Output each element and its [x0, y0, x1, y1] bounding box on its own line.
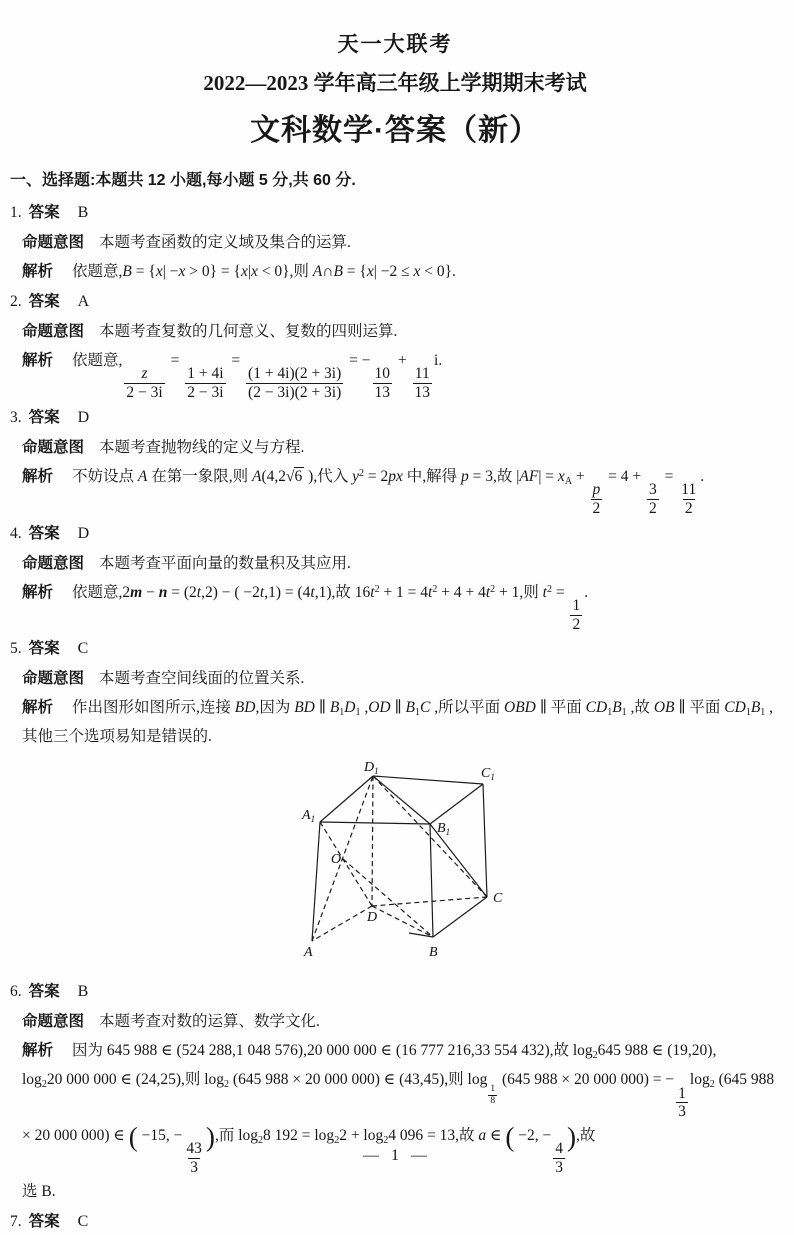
question-4 [10, 521, 780, 634]
math-text: ,故 [576, 1127, 596, 1145]
math-text: 2 [572, 615, 581, 633]
numerator [185, 365, 225, 383]
math-text: = [227, 352, 245, 369]
subscript: 2 [258, 1135, 263, 1147]
intent-line [22, 228, 780, 257]
fraction [676, 1085, 688, 1122]
math-text: − [142, 583, 159, 601]
math-text: 43 [186, 1140, 202, 1158]
figure-edge-B1-C1 [430, 784, 483, 824]
math-var: t [542, 583, 547, 601]
math-text: (645 988 × 20 000 000) = − [498, 1071, 675, 1089]
figure-edge-B1-B [430, 824, 433, 937]
math-text: i. [434, 352, 443, 369]
math-var: t [428, 583, 433, 601]
math-text: (645 988 × 20 000 000) ∈ [22, 1071, 775, 1145]
denominator [246, 383, 343, 402]
question-number: 4. [10, 524, 22, 542]
math-text: (1 + 4i)(2 + 3i) [248, 365, 342, 383]
analysis-content [72, 263, 456, 280]
math-text: ∥ [314, 699, 330, 717]
analysis-content [22, 1042, 775, 1177]
math-text: = [551, 583, 569, 601]
math-text: < 0},则 [257, 263, 313, 280]
figure-label-O: O [331, 852, 342, 868]
denominator [124, 383, 164, 402]
math-text: | − [162, 263, 179, 280]
math-text: 作出图形如图所示,连接 [72, 699, 235, 717]
numerator [413, 365, 432, 383]
intent-line [22, 433, 780, 462]
fraction [591, 481, 603, 518]
math-var: B [329, 699, 340, 717]
math-text: 2 [684, 499, 693, 517]
question-3 [10, 405, 780, 518]
math-var: x [250, 263, 258, 280]
superscript: 2 [432, 583, 438, 595]
math-text: ∩ [322, 263, 334, 280]
math-text: 1 [678, 1084, 686, 1102]
answer-letter: C [77, 1212, 89, 1230]
question-number: 3. [10, 408, 22, 426]
square-root [286, 468, 304, 485]
math-text: ∥ 平面 [535, 699, 586, 717]
answer-label: 答案 [28, 293, 60, 310]
figure-label-A: A [304, 945, 313, 961]
answer-line [10, 1209, 780, 1235]
math-text: ),代入 [304, 467, 353, 485]
figure-edge-D-A [312, 906, 372, 941]
math-text: 依题意, [72, 352, 123, 369]
subscript: 1 [607, 707, 613, 719]
fraction [413, 365, 433, 402]
analysis-label: 解析 [22, 467, 54, 485]
fraction [373, 365, 393, 402]
math-text: 20 000 000 ∈ (24,25),则 log [46, 1071, 225, 1089]
numerator [140, 365, 150, 383]
math-text: . [700, 467, 705, 485]
math-text: + [572, 467, 589, 485]
numerator [570, 597, 582, 615]
subscript: 2 [41, 1079, 47, 1091]
analysis-content [72, 467, 705, 517]
math-var: B [405, 699, 416, 717]
math-text: 4 096 = 13,故 [388, 1127, 479, 1145]
figure-label-D1: $D_1$ [364, 760, 379, 777]
analysis-content [22, 1183, 56, 1200]
intent-text: 本题考查平面向量的数量积及其应用. [99, 554, 351, 572]
math-text: −15, − [137, 1127, 183, 1145]
math-text: ,因为 [255, 699, 295, 717]
math-text: 2 − 3i [126, 383, 163, 401]
figure-container [285, 759, 505, 969]
analysis-content [72, 583, 589, 633]
math-text: | = [538, 467, 558, 485]
numerator [676, 1085, 688, 1103]
math-var: CD [724, 699, 746, 717]
math-text: = (2 [167, 583, 197, 601]
math-text: −2, − [514, 1127, 552, 1145]
figure-label-B: B [429, 945, 438, 961]
math-text: | [247, 263, 251, 280]
subscript: 1 [355, 707, 361, 719]
math-vector: n [158, 583, 168, 601]
answer-label: 答案 [28, 1212, 60, 1230]
math-var: p [461, 467, 469, 485]
math-var: C [420, 699, 431, 717]
math-text: + 1,则 [495, 583, 543, 601]
answer-line [10, 200, 780, 226]
math-text: 8 [490, 1096, 496, 1107]
math-var: OBD [504, 699, 536, 717]
math-text: 3 [555, 1159, 563, 1177]
intent-label: 命题意图 [22, 234, 85, 251]
math-text: = [660, 467, 678, 485]
analysis-line [22, 257, 780, 286]
intent-text: 本题考查空间线面的位置关系. [99, 670, 305, 688]
big-paren: ) [567, 1122, 577, 1153]
analysis-content [72, 352, 443, 401]
math-vector: m [130, 583, 143, 601]
answer-letter: D [77, 408, 90, 426]
math-text: (4,2 [261, 467, 287, 485]
analysis-label: 解析 [22, 1042, 54, 1060]
math-var: A [312, 263, 323, 280]
figure-edge-D1-D [372, 776, 373, 906]
denominator [185, 383, 225, 402]
math-var: B [122, 263, 132, 280]
math-text: ∈ [486, 1127, 506, 1145]
fraction [570, 597, 582, 634]
big-paren: ( [505, 1122, 515, 1153]
subscript: 2 [334, 1135, 340, 1147]
intent-text: 本题考查对数的运算、数学文化. [99, 1013, 320, 1031]
math-text: 因为 645 988 ∈ (524 288,1 048 576),20 000 000 ∈ (16 777 216,33 554 432),故 log [72, 1042, 593, 1060]
math-var: A [252, 467, 262, 485]
math-text: 3 [678, 1103, 686, 1121]
question-1 [10, 200, 780, 286]
math-text: 1 [572, 596, 581, 614]
denominator [570, 615, 582, 634]
intent-line [22, 664, 780, 693]
subscript: 2 [709, 1079, 715, 1091]
math-var: A [137, 467, 148, 485]
math-text: ,而 log [214, 1127, 258, 1145]
math-var: px [388, 467, 403, 485]
superscript: 2 [374, 583, 380, 595]
math-text: 4 [555, 1140, 563, 1158]
math-var: B [333, 263, 343, 280]
math-text: 2 + log [339, 1127, 384, 1145]
math-var: B [750, 699, 761, 717]
math-text: = 4 + [604, 467, 646, 485]
answer-line [10, 289, 780, 315]
subscript: 2 [592, 1050, 598, 1062]
subscript: 1 [621, 707, 627, 719]
figure-label-D: D [367, 910, 378, 926]
intent-label: 命题意图 [22, 670, 85, 688]
answer-label: 答案 [28, 204, 60, 221]
math-text: ,1) = (4 [264, 583, 311, 601]
figure-edge-A1-D [320, 822, 372, 906]
fraction [679, 481, 698, 518]
answer-line [10, 979, 780, 1005]
math-var: x [557, 467, 565, 485]
math-text: < 0}. [420, 263, 456, 280]
question-6 [10, 979, 780, 1206]
radical-sign: √ [286, 467, 295, 485]
figure-label-A1: $A_1$ [302, 808, 316, 825]
math-text: , [360, 699, 369, 717]
fraction [647, 481, 659, 518]
intent-text: 本题考查抛物线的定义与方程. [99, 438, 305, 456]
intent-line [22, 1007, 780, 1036]
math-text: ∥ 平面 [674, 699, 725, 717]
question-7 [10, 1209, 780, 1235]
math-var: t [310, 583, 315, 601]
math-text: ,故 [626, 699, 654, 717]
math-text: 依题意, [72, 263, 123, 280]
numerator [488, 1084, 497, 1095]
fraction [185, 365, 225, 402]
math-var: t [485, 583, 491, 601]
math-text: 3 [649, 480, 657, 498]
math-text: + 4 + 4 [437, 583, 486, 601]
figure-edge-A1-D1 [320, 776, 373, 822]
math-var: t [259, 583, 265, 601]
math-text: 13 [374, 383, 391, 401]
math-text: ,其他三个选项易知是错误的. [22, 699, 774, 746]
math-text: 选 B. [22, 1182, 56, 1200]
intent-text: 本题考查复数的几何意义、复数的四则运算. [99, 323, 398, 340]
radicand: 6 [294, 467, 303, 485]
superscript: 2 [490, 583, 496, 595]
figure-edge-A1-B1 [320, 822, 430, 824]
math-text: 依题意,2 [72, 583, 131, 601]
math-text: 1 + 4i [187, 365, 224, 383]
analysis-label: 解析 [22, 583, 54, 601]
section-heading: 一、选择题:本题共 12 小题,每小题 5 分,共 60 分. [10, 172, 356, 189]
analysis-continued [22, 1177, 780, 1206]
subscript: 2 [224, 1079, 230, 1091]
denominator [676, 1102, 688, 1121]
math-text: | −2 ≤ [373, 263, 414, 280]
intent-line [22, 549, 780, 578]
intent-label: 命题意图 [22, 323, 85, 340]
intent-label: 命题意图 [22, 1013, 85, 1031]
question-2 [10, 289, 780, 402]
analysis-content [22, 699, 773, 745]
math-text: 在第一象限,则 [147, 467, 253, 485]
analysis-line [22, 693, 780, 751]
figure-edge-O-B [343, 859, 433, 937]
math-text: 8 192 = log [263, 1127, 335, 1145]
numerator [679, 481, 698, 499]
question-number: 6. [10, 983, 22, 1001]
math-text: . [584, 583, 589, 601]
big-paren: ) [205, 1122, 215, 1153]
math-text: = − [345, 352, 371, 369]
math-text: 2 [649, 499, 657, 517]
math-text: (645 988 × 20 000 000) ∈ (43,45),则 log [229, 1071, 488, 1089]
denominator [647, 499, 659, 518]
math-text: ∥ [390, 699, 406, 717]
figure-label-C1: $C_1$ [481, 766, 495, 783]
math-text: (2 − 3i)(2 + 3i) [248, 383, 342, 401]
intent-line [22, 317, 780, 346]
math-var: y [352, 467, 359, 485]
math-text: = 3,故 | [468, 467, 520, 485]
denominator [591, 499, 603, 518]
math-var: B [612, 699, 622, 717]
subscript: 1 [760, 707, 766, 719]
denominator [373, 383, 393, 402]
denominator [413, 383, 433, 402]
math-var: x [178, 263, 186, 280]
numerator [373, 365, 393, 383]
math-text: = { [131, 263, 156, 280]
numerator [591, 481, 603, 499]
question-5 [10, 636, 780, 969]
math-var: x [155, 263, 163, 280]
math-var: CD [585, 699, 608, 717]
analysis-label: 解析 [22, 352, 54, 369]
exam-name: 天一大联考 [337, 33, 453, 56]
figure-edge-C1-C [483, 784, 487, 897]
math-text: 13 [414, 383, 431, 401]
math-var: t [196, 583, 202, 601]
math-var: p [592, 480, 601, 498]
analysis-label: 解析 [22, 263, 54, 280]
figure-label-C: C [493, 891, 503, 907]
paper-title: 文科数学·答案（新） [250, 114, 540, 147]
math-var: BD [294, 699, 315, 717]
math-var: t [370, 583, 375, 601]
answer-label: 答案 [28, 524, 60, 542]
answer-line [10, 405, 780, 431]
math-text: 10 [374, 365, 391, 383]
subscript: 1 [415, 707, 421, 719]
superscript: 2 [546, 583, 552, 595]
math-text: ,1),故 16 [314, 583, 371, 601]
answer-letter: A [77, 293, 90, 310]
math-text: = { [342, 263, 367, 280]
subscript [487, 1079, 498, 1107]
figure-edge-D1-C1 [373, 776, 483, 784]
math-text: log [689, 1071, 710, 1089]
math-text: 1 [490, 1084, 496, 1095]
math-var: OD [368, 699, 391, 717]
math-var: x [240, 263, 248, 280]
question-number: 1. [10, 204, 22, 221]
math-text: 11 [681, 480, 697, 498]
math-text: 2 [592, 499, 601, 517]
intent-label: 命题意图 [22, 438, 85, 456]
question-number: 5. [10, 640, 22, 658]
denominator [488, 1095, 497, 1107]
answer-letter: C [77, 640, 89, 658]
figure-edge-B-C [433, 897, 487, 937]
math-var: AF [519, 467, 539, 485]
math-text: = [166, 352, 184, 369]
math-text: + 1 = 4 [379, 583, 429, 601]
math-text: 中,解得 [402, 467, 462, 485]
figure-edge-D1-B1 [373, 776, 430, 824]
math-var: D [344, 699, 356, 717]
intent-text: 本题考查函数的定义域及集合的运算. [99, 234, 351, 251]
math-var: x [366, 263, 374, 280]
answer-label: 答案 [28, 640, 60, 658]
subscript: 1 [339, 707, 345, 719]
math-text: ,2) − ( −2 [201, 583, 260, 601]
answer-letter: D [77, 524, 90, 542]
fraction [246, 365, 343, 402]
intent-label: 命题意图 [22, 554, 85, 572]
page-number: — 1 — [363, 1147, 431, 1164]
math-var: OB [653, 699, 675, 717]
answer-letter: B [77, 983, 89, 1001]
big-paren: ( [128, 1122, 138, 1153]
superscript: 2 [358, 467, 364, 479]
question-number: 2. [10, 293, 22, 310]
fraction [124, 365, 164, 402]
analysis-line [22, 346, 780, 402]
analysis-line [22, 462, 780, 518]
math-var: BD [234, 699, 256, 717]
question-number: 7. [10, 1212, 22, 1230]
math-text: ,所以平面 [430, 699, 504, 717]
numerator [246, 365, 343, 383]
answer-letter: B [77, 204, 89, 221]
answer-line [10, 521, 780, 547]
subscript: 1 [745, 707, 751, 719]
fraction [488, 1084, 497, 1107]
math-text: 不妨设点 [72, 467, 138, 485]
math-text: > 0} = { [185, 263, 241, 280]
subscript: 2 [383, 1135, 389, 1147]
math-var: a [478, 1127, 487, 1145]
math-text: 11 [414, 365, 430, 383]
math-text: = 2 [363, 467, 389, 485]
math-text: 2 − 3i [187, 383, 224, 401]
subscript: A [564, 475, 573, 487]
answer-label: 答案 [28, 983, 60, 1001]
analysis-line [22, 578, 780, 634]
answer-label: 答案 [28, 408, 60, 426]
figure-label-B1: $B_1$ [437, 821, 451, 838]
math-var: x [413, 263, 421, 280]
exam-session: 2022—2023 学年高三年级上学期期末考试 [203, 71, 587, 95]
numerator [647, 481, 659, 499]
answer-line [10, 636, 780, 662]
cube-figure [285, 759, 505, 964]
math-var: z [141, 365, 148, 383]
math-text: 645 988 ∈ (19,20), log [22, 1042, 717, 1089]
analysis-label: 解析 [22, 699, 54, 717]
math-text: + [394, 352, 411, 369]
math-text: 3 [190, 1159, 199, 1177]
denominator [683, 499, 695, 518]
